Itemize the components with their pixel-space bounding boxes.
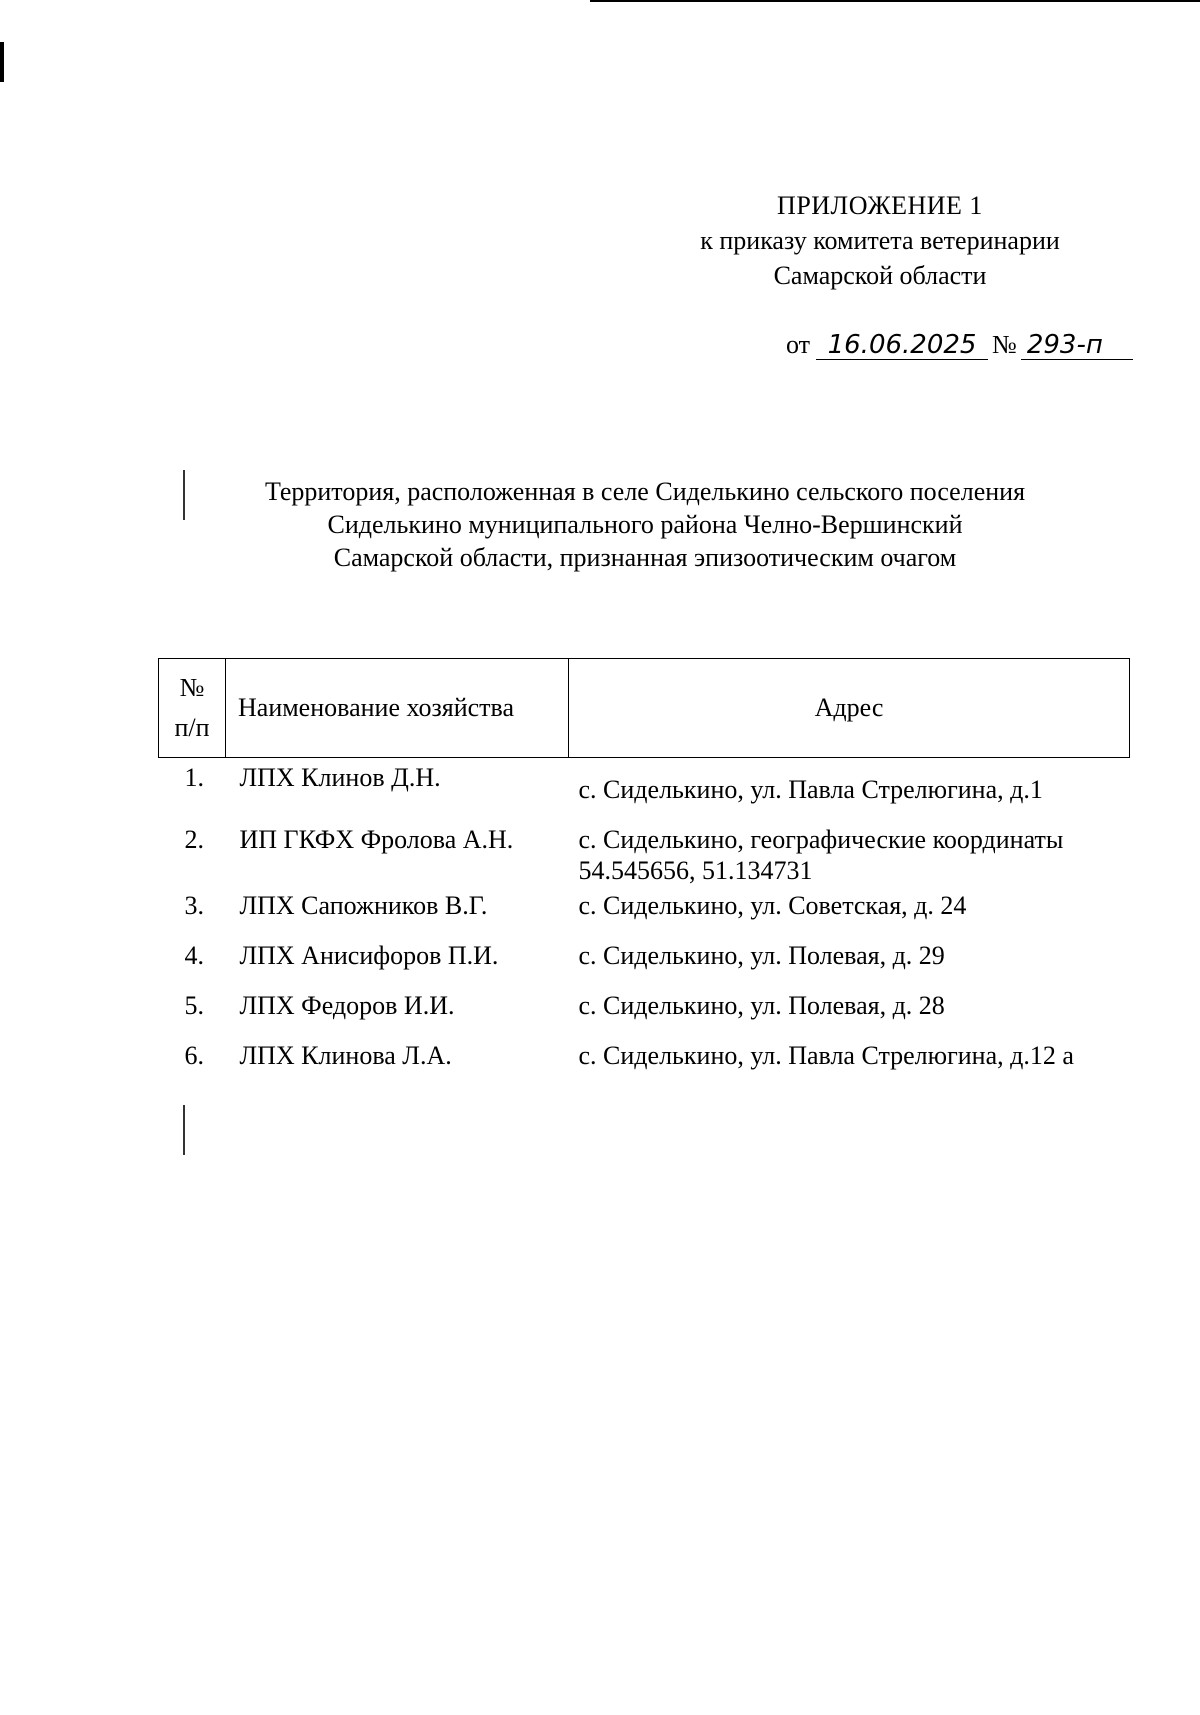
row-farm-name: ЛПХ Сапожников В.Г. <box>239 891 488 920</box>
heading-line: Сиделькино муниципального района Челно-Вершинский <box>327 510 963 539</box>
heading-line: Территория, расположенная в селе Сиделькино сельского поселения <box>264 477 1026 506</box>
row-address: с. Сиделькино, ул. Павла Стрелюгина, д.12 а <box>578 1041 1074 1070</box>
farms-table-container <box>158 658 1130 1086</box>
document-heading <box>160 475 1130 574</box>
appendix-header <box>640 188 1120 293</box>
row-farm-name: ЛПХ Клинов Д.Н. <box>239 763 441 792</box>
table-row <box>159 758 1130 821</box>
farms-table <box>158 658 1130 1086</box>
binding-line <box>183 1105 185 1155</box>
scan-margin-mark <box>0 42 4 82</box>
row-number: 3. <box>184 891 204 920</box>
row-farm-name: ИП ГКФХ Фролова А.Н. <box>239 825 514 854</box>
table-row <box>159 936 1130 986</box>
row-number: 5. <box>184 991 204 1020</box>
row-address: с. Сиделькино, ул. Павла Стрелюгина, д.1 <box>578 775 1043 804</box>
header-farm-name: Наименование хозяйства <box>226 659 569 758</box>
appendix-region: Самарской области <box>773 261 987 290</box>
row-farm-name: ЛПХ Анисифоров П.И. <box>239 941 499 970</box>
row-address: с. Сиделькино, географические координаты 54.545656, 51.134731 <box>578 825 1064 885</box>
table-row <box>159 986 1130 1036</box>
order-number: 293-п <box>1021 331 1133 360</box>
row-number: 6. <box>184 1041 204 1070</box>
header-number <box>159 659 226 758</box>
table-row <box>159 820 1130 886</box>
order-from-label: от <box>786 330 811 359</box>
appendix-title: ПРИЛОЖЕНИЕ 1 <box>777 191 983 220</box>
order-reference <box>786 330 1133 360</box>
table-row <box>159 1036 1130 1086</box>
row-address: с. Сиделькино, ул. Полевая, д. 28 <box>578 991 945 1020</box>
table-header-row <box>159 659 1130 758</box>
row-number: 1. <box>184 763 204 792</box>
header-number-symbol: № <box>179 673 205 702</box>
row-address: с. Сиделькино, ул. Советская, д. 24 <box>578 891 967 920</box>
row-farm-name: ЛПХ Федоров И.И. <box>239 991 455 1020</box>
scan-top-rule <box>590 0 1200 2</box>
row-farm-name: ЛПХ Клинова Л.А. <box>239 1041 452 1070</box>
row-number: 2. <box>184 825 204 854</box>
header-number-abbr: п/п <box>174 713 210 742</box>
order-number-label: № <box>992 330 1017 359</box>
heading-line: Самарской области, признанная эпизоотическим очагом <box>333 543 957 572</box>
table-row <box>159 886 1130 936</box>
appendix-subtitle: к приказу комитета ветеринарии <box>700 226 1060 255</box>
row-address: с. Сиделькино, ул. Полевая, д. 29 <box>578 941 945 970</box>
order-date: 16.06.2025 <box>816 331 988 360</box>
header-address: Адрес <box>569 659 1130 758</box>
row-number: 4. <box>184 941 204 970</box>
